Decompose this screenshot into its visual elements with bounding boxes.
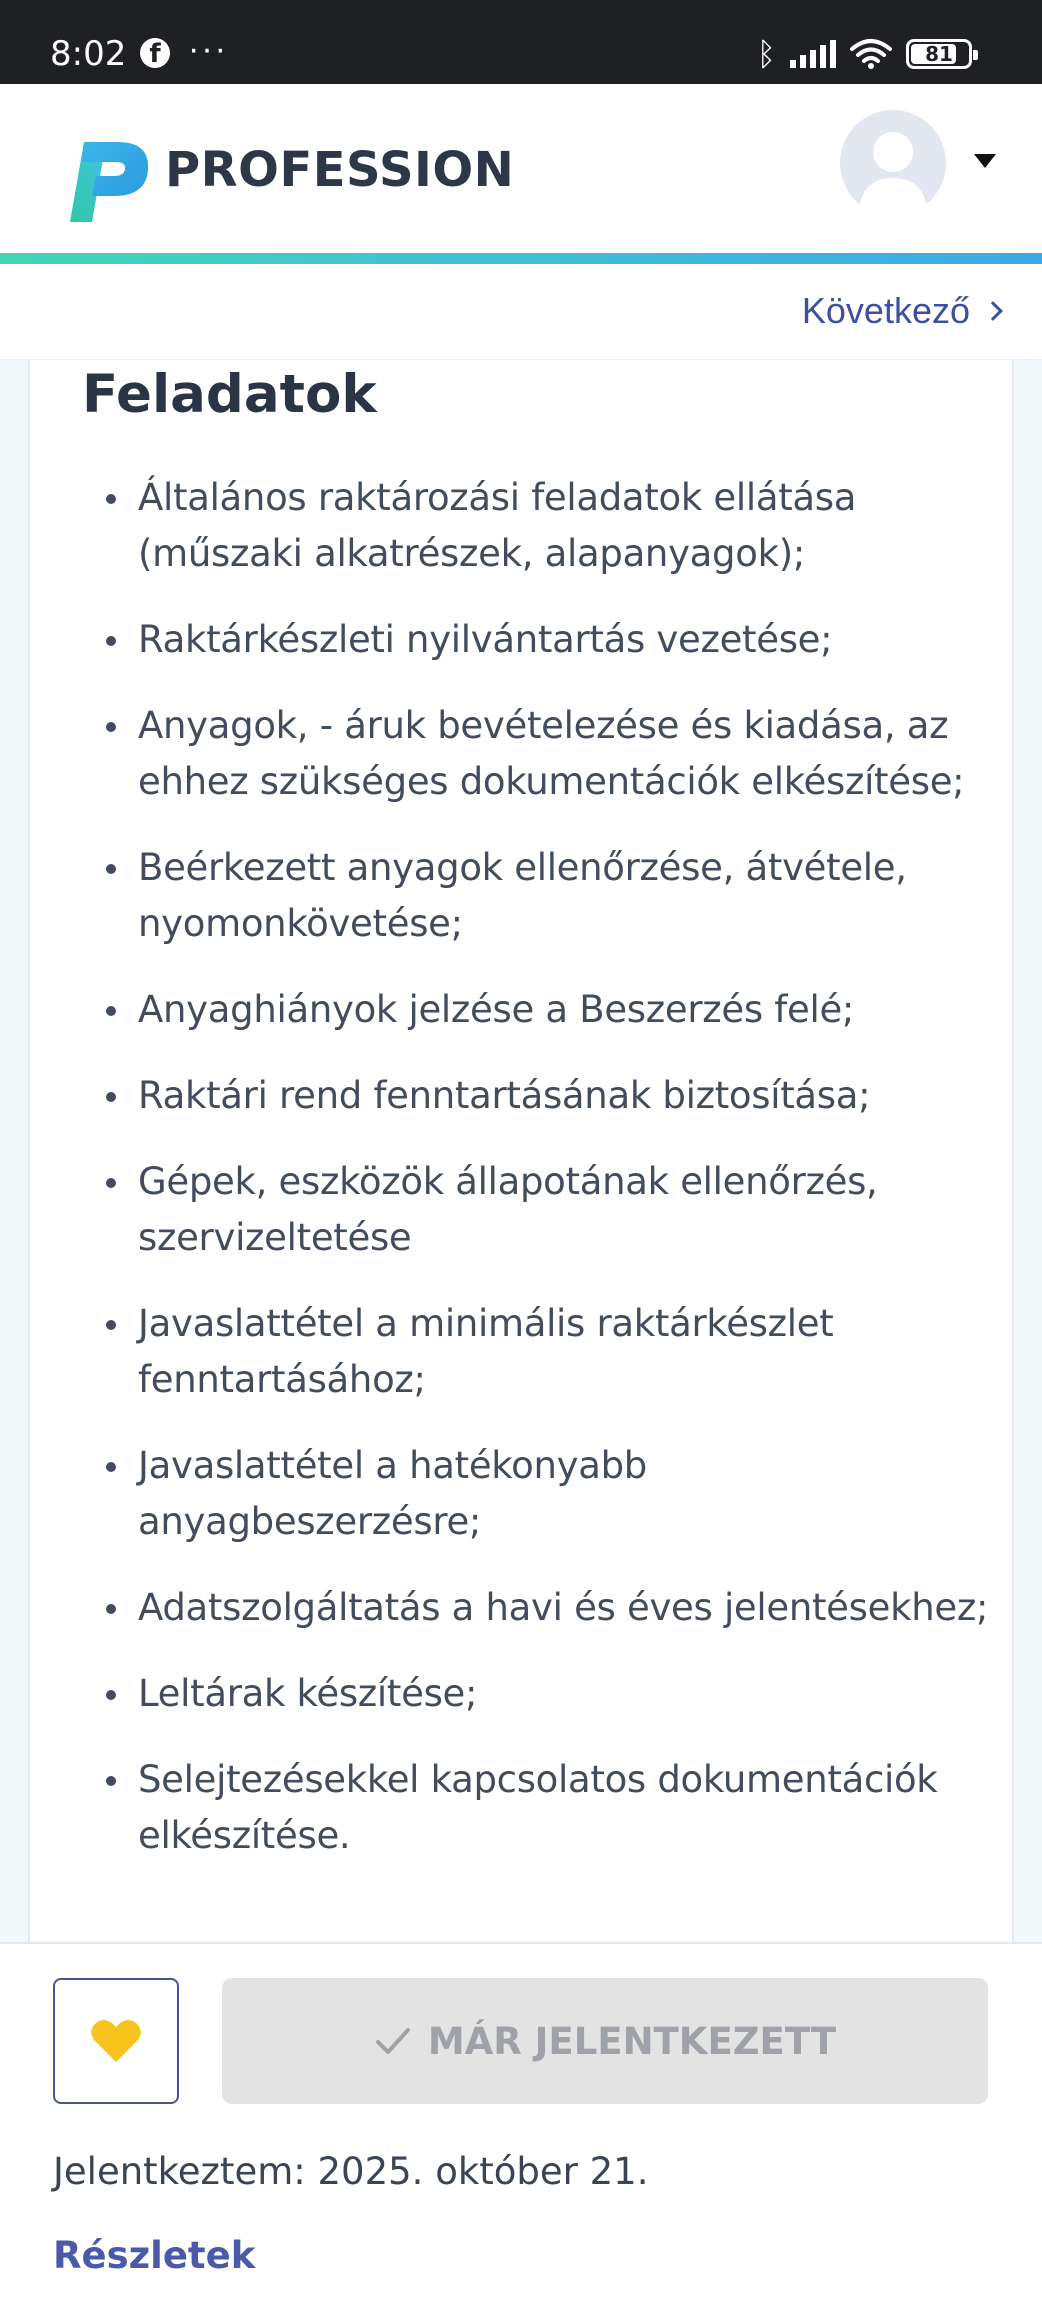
status-time: 8:02 (50, 34, 127, 74)
heart-icon (90, 2018, 142, 2064)
applied-label: MÁR JELENTKEZETT (427, 2019, 837, 2063)
battery-level: 81 (925, 42, 953, 66)
task-item: Raktári rend fenntartásának biztosítása; (80, 1068, 1000, 1124)
user-avatar[interactable] (840, 110, 946, 216)
already-applied-button[interactable] (222, 1978, 988, 2104)
applied-date: Jelentkeztem: 2025. október 21. (53, 2150, 649, 2193)
task-item: Javaslattétel a hatékonyabb anyagbeszerzésre; (80, 1438, 1000, 1550)
action-panel (0, 1942, 1042, 2315)
task-item: Általános raktározási feladatok ellátása (műszaki alkatrészek, alapanyagok); (80, 470, 1000, 582)
task-item: Adatszolgáltatás a havi és éves jelentésekhez; (80, 1580, 1000, 1636)
signal-icon (790, 40, 836, 68)
favorite-button[interactable] (53, 1978, 179, 2104)
task-item: Selejtezésekkel kapcsolatos dokumentációk elkészítése. (80, 1752, 1000, 1864)
task-list (80, 470, 1000, 1894)
profession-logo-icon[interactable] (62, 132, 150, 222)
job-description-card (28, 360, 1014, 1942)
brand-name: PROFESSION (165, 142, 515, 198)
task-item: Raktárkészleti nyilvántartás vezetése; (80, 612, 1000, 668)
next-job-link[interactable] (802, 290, 1000, 332)
chevron-right-icon (983, 301, 1003, 321)
check-icon (374, 2022, 412, 2060)
facebook-icon: f (140, 38, 170, 68)
status-icons (757, 34, 972, 74)
task-item: Anyagok, - áruk bevételezése és kiadása, az ehhez szükséges dokumentációk elkészítése; (80, 698, 1000, 810)
battery-icon (906, 39, 972, 69)
account-menu-caret-icon[interactable] (974, 154, 996, 168)
task-item: Gépek, eszközök állapotának ellenőrzés, szervizeltetése (80, 1154, 1000, 1266)
task-item: Javaslattétel a minimális raktárkészlet fenntartásához; (80, 1296, 1000, 1408)
more-notifications-icon: ··· (188, 30, 228, 68)
task-item: Anyaghiányok jelzése a Beszerzés felé; (80, 982, 1000, 1038)
task-item: Leltárak készítése; (80, 1666, 1000, 1722)
accent-divider (0, 253, 1042, 264)
status-bar (0, 0, 1042, 84)
bluetooth-icon: ᛒ (756, 35, 776, 73)
task-item: Beérkezett anyagok ellenőrzése, átvétele, nyomonkövetése; (80, 840, 1000, 952)
app-header (0, 84, 1042, 256)
wifi-icon (850, 38, 892, 70)
job-navigation-bar (0, 264, 1042, 360)
section-title: Feladatok (82, 364, 377, 425)
details-link[interactable]: Részletek (53, 2234, 256, 2277)
user-silhouette-icon (840, 110, 946, 216)
next-job-label: Következő (801, 290, 970, 331)
